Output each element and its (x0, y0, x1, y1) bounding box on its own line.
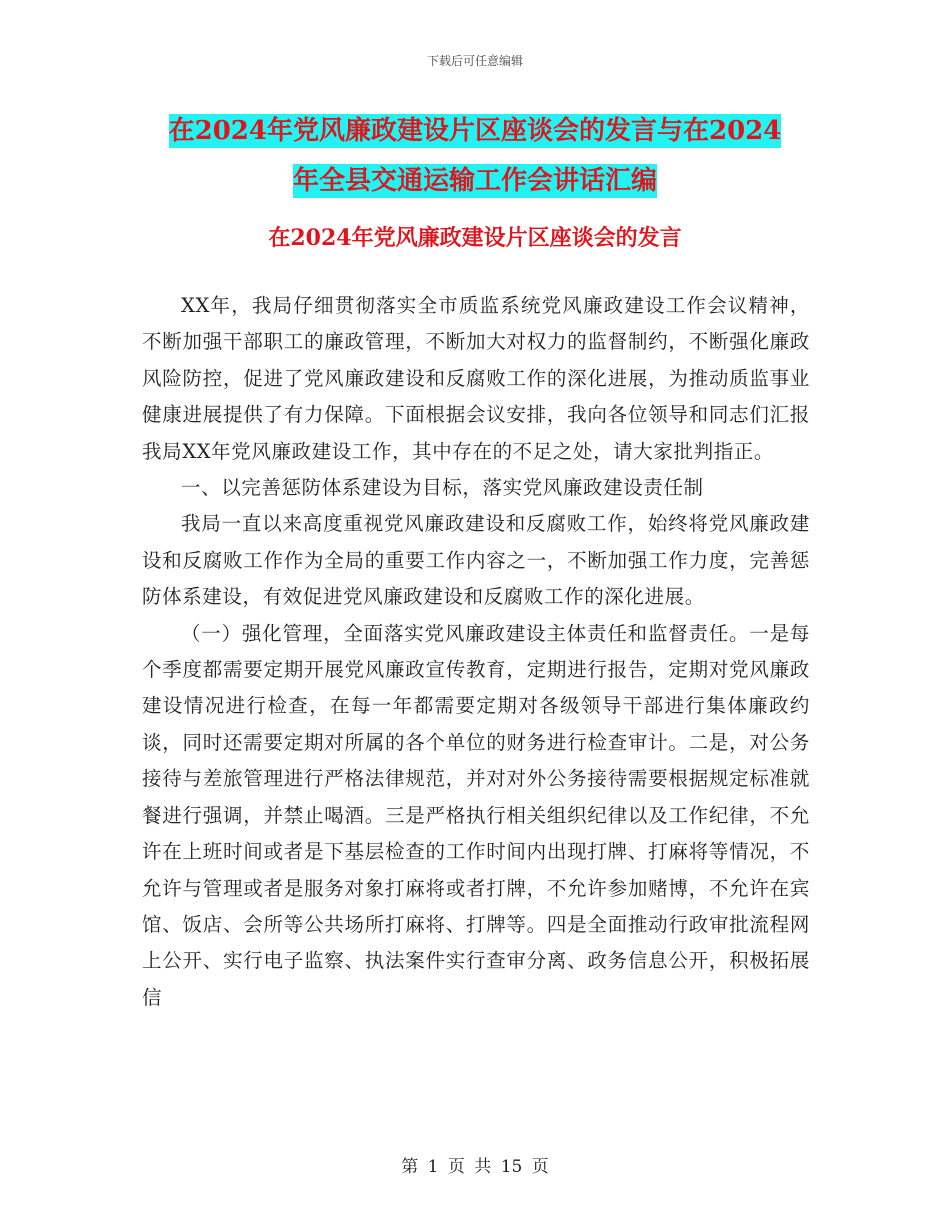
paragraph: 我局一直以来高度重视党风廉政建设和反腐败工作，始终将党风廉政建设和反腐败工作作为全局的重要工作内容之一，不断加强工作力度，完善惩防体系建设，有效促进党风廉政建设和反腐败工作的深化进展。 (142, 512, 810, 609)
document-title-line-1: 在2024年党风廉政建设片区座谈会的发言与在2024 (168, 116, 782, 146)
document-title (120, 106, 830, 206)
paragraph-heading: 一、以完善惩防体系建设为目标，落实党风廉政建设责任制 (181, 476, 704, 500)
document-title-line-2: 年全县交通运输工作会讲话汇编 (292, 166, 657, 196)
page-footer: 第 1 页 共 15 页 (401, 1157, 549, 1177)
section-title: 在2024年党风廉政建设片区座谈会的发言 (268, 225, 682, 251)
paragraph: （一）强化管理，全面落实党风廉政建设主体责任和监督责任。一是每个季度都需要定期开展党风廉政宣传教育，定期进行报告，定期对党风廉政建设情况进行检查，在每一年都需要定期对各级领导干部进行集体廉政约谈，同时还需要定期对所属的各个单位的财务进行检查审计。二是，对公务接待与差旅管理进行严格法律规范，并对对外公务接待需要根据规定标准就餐进行强调，并禁止喝酒。三是严格执行相关组织纪律以及工作纪律，不允许在上班时间或者是下基层检查的工作时间内出现打牌、打麻将等情况，不允许与管理或者是服务对象打麻将或者打牌，不允许参加赌博，不允许在宾馆、饭店、会所等公共场所打麻将、打牌等。四是全面推动行政审批流程网上公开、实行电子监察、执法案件实行查审分离、政务信息公开，积极拓展信 (142, 621, 810, 1009)
header-note: 下载后可任意编辑 (426, 54, 523, 68)
body-text (142, 288, 810, 1016)
paragraph: XX年，我局仔细贯彻落实全市质监系统党风廉政建设工作会议精神，不断加强干部职工的廉政管理，不断加大对权力的监督制约，不断强化廉政风险防控，促进了党风廉政建设和反腐败工作的深化进展，为推动质监事业健康进展提供了有力保障。下面根据会议安排，我向各位领导和同志们汇报我局XX年党风廉政建设工作，其中存在的不足之处，请大家批判指正。 (142, 294, 810, 463)
